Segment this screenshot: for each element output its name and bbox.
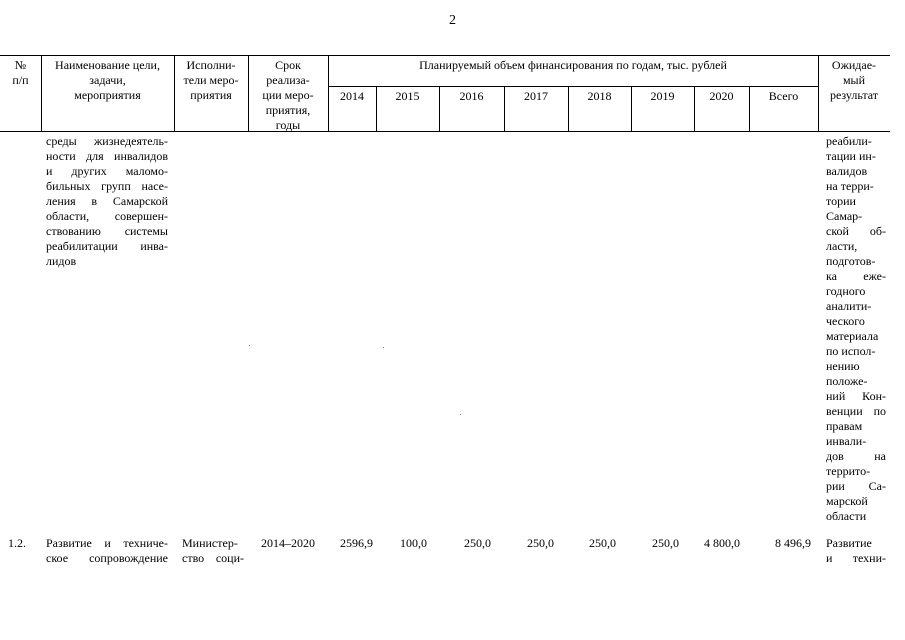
header-col-result [818,58,890,103]
text-line: ствованию системы [46,224,168,238]
header-line: ции меро- [262,88,314,102]
header-line: Исполни- [186,58,236,72]
header-col-executors [174,58,248,103]
scan-speck [383,347,384,348]
text-line: положе- [826,374,868,388]
text-line: ласти, [826,239,858,253]
text-line: бильных групп насе- [46,179,168,193]
header-line: задачи, [89,73,126,87]
text-line: ка еже- [826,269,886,283]
text-line: ской об- [826,224,886,238]
row-1-2-executor-cell [182,536,244,566]
text-line: по испол- [826,344,876,358]
text-line: Развитие [826,536,872,550]
text-line: ческого [826,314,865,328]
text-line: ления в Самарской [46,194,168,208]
header-line: результат [829,88,879,102]
row-1-2-name-cell [46,536,168,566]
continuation-name-cell [46,134,168,269]
text-line: венции по [826,404,886,418]
header-line: № [14,58,27,72]
text-line: ний Кон- [826,389,886,403]
text-line: аналити- [826,299,872,313]
header-line: п/п [12,73,29,87]
text-line: реабилитации инва- [46,239,168,253]
header-line: тели меро- [183,73,239,87]
row-1-2-value-2019: 250,0 [652,536,679,550]
header-col-number [0,58,41,88]
header-col-term [248,58,328,133]
header-line: мероприятия [74,88,141,102]
text-line: материала [826,329,879,343]
row-1-2-result-cell [826,536,886,566]
header-line: Срок [275,58,301,72]
header-line: приятия [190,88,232,102]
text-line: и других маломо- [46,164,168,178]
header-bottom-border [0,131,890,132]
text-line: марской [826,494,868,508]
header-line: мый [842,73,866,87]
text-line: реабили- [826,134,872,148]
text-line: тории [826,194,856,208]
text-line: рии Са- [826,479,886,493]
header-line: реализа- [266,73,310,87]
text-line: ности для инвалидов [46,149,168,163]
header-year-2015: 2015 [395,89,420,103]
text-line: дов на [826,449,886,463]
header-line: годы [275,118,301,132]
row-1-2-value-total: 8 496,9 [775,536,811,550]
text-line: области, совершен- [46,209,168,223]
text-line: лидов [46,254,77,268]
text-line: Министер- [182,536,238,550]
row-1-2-value-2017: 250,0 [527,536,554,550]
row-1-2-value-2016: 250,0 [464,536,491,550]
row-1-2-value-2015: 100,0 [400,536,427,550]
header-line: приятия, [265,103,311,117]
text-line: нению [826,359,860,373]
header-year-2017: 2017 [524,89,548,103]
row-1-2-number: 1.2. [8,536,26,550]
table-top-border [0,55,890,56]
text-line: тации ин- [826,149,876,163]
text-line: Самар- [826,209,863,223]
header-year-total: Всего [768,89,799,103]
header-col-funding: Планируемый объем финансирования по годам, тыс. рублей [419,58,727,72]
row-1-2-value-2014: 2596,9 [340,536,373,550]
text-line: области [826,509,867,523]
text-line: среды жизнедеятель- [46,134,168,148]
header-year-2019: 2019 [650,89,675,103]
row-1-2-term: 2014–2020 [261,536,315,550]
page-number: 2 [449,13,456,28]
header-col-name [41,58,174,103]
continuation-result-cell [826,134,886,524]
text-line: и техни- [826,551,886,565]
text-line: ское сопровождение [46,551,168,565]
header-line: Наименование цели, [55,58,160,72]
text-line: террито- [826,464,871,478]
text-line: на терри- [826,179,874,193]
header-year-2014: 2014 [340,89,364,103]
scan-speck [249,345,250,346]
text-line: Развитие и техниче- [46,536,168,550]
text-line: валидов [826,164,868,178]
header-line: Ожидае- [831,58,877,72]
text-line: правам [826,419,863,433]
text-line: годного [826,284,866,298]
header-year-2020: 2020 [709,89,734,103]
text-line: подготов- [826,254,876,268]
text-line: ство соци- [182,551,244,565]
text-line: инвали- [826,434,867,448]
header-year-2016: 2016 [459,89,484,103]
scan-speck [460,414,461,415]
header-year-2018: 2018 [587,89,612,103]
row-1-2-value-2018: 250,0 [589,536,616,550]
funding-subheader-line [328,86,818,87]
row-1-2-value-2020: 4 800,0 [704,536,740,550]
